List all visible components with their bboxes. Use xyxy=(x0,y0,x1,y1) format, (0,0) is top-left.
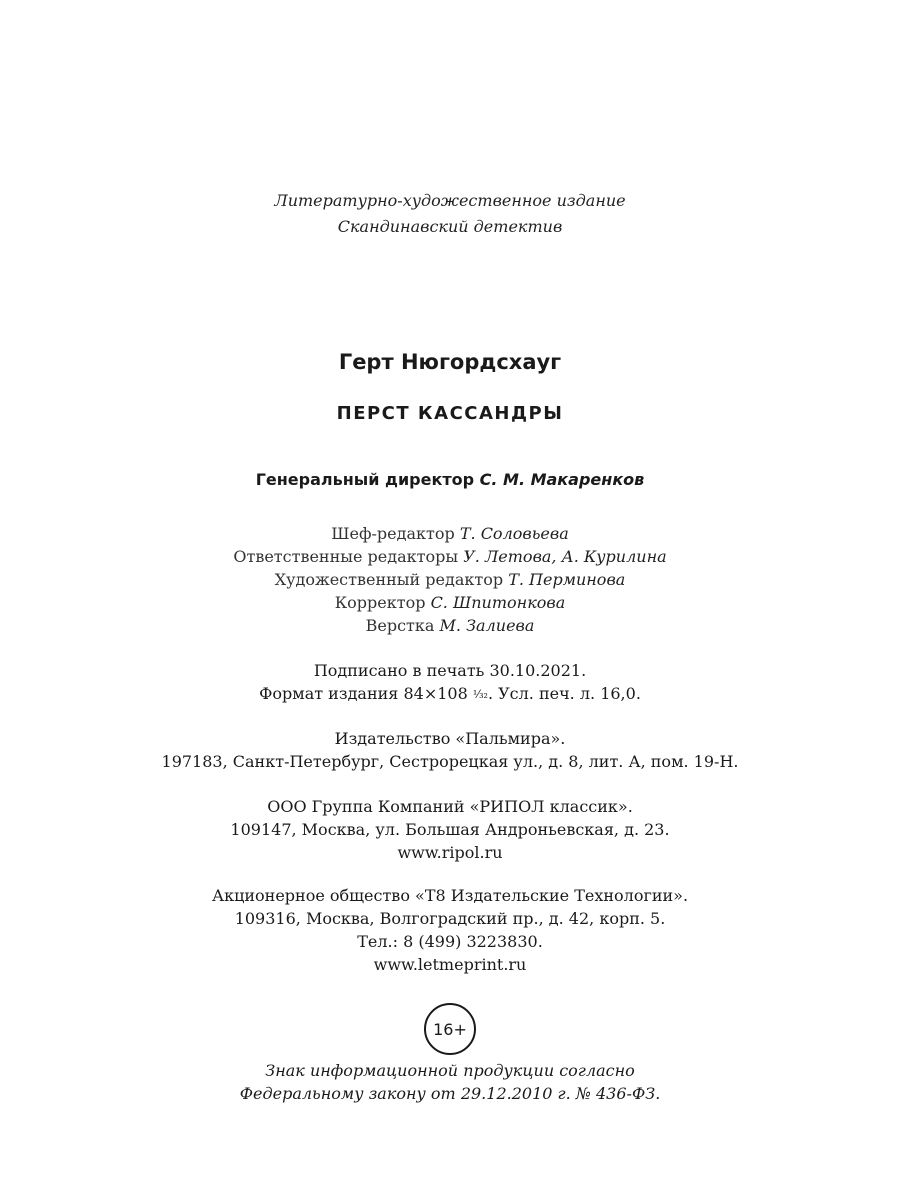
genre-line-1: Литературно-художественное издание xyxy=(274,191,626,210)
printer-name: Акционерное общество «Т8 Издательские Технологии». xyxy=(211,886,689,905)
staff-label: Шеф-редактор xyxy=(331,524,455,543)
staff-responsible-editors xyxy=(0,545,900,568)
director-label: Генеральный директор xyxy=(255,470,475,489)
printer-address: 109316, Москва, Волгоградский пр., д. 42, корп. 5. xyxy=(234,909,666,928)
publisher-address: 197183, Санкт-Петербург, Сестрорецкая ул., д. 8, лит. А, пом. 19-Н. xyxy=(161,752,739,771)
format-prefix: Формат издания 84×108 xyxy=(259,684,468,703)
general-director xyxy=(0,470,900,489)
staff-label: Корректор xyxy=(334,593,426,612)
book-title: ПЕРСТ КАССАНДРЫ xyxy=(336,403,564,424)
staff-label: Художественный редактор xyxy=(274,570,504,589)
staff-chief-editor xyxy=(0,522,900,545)
director-name: С. М. Макаренков xyxy=(479,470,645,489)
printer-site: www.letmeprint.ru xyxy=(373,955,527,974)
law-notice-line-1: Знак информационной продукции согласно xyxy=(265,1061,635,1080)
staff-art-editor xyxy=(0,568,900,591)
staff-name: У. Летова, А. Курилина xyxy=(463,547,667,566)
staff-name: Т. Перминова xyxy=(508,570,626,589)
staff-proofreader xyxy=(0,591,900,614)
print-format xyxy=(0,682,900,706)
group-site: www.ripol.ru xyxy=(397,843,503,862)
genre-line-2: Скандинавский детектив xyxy=(337,217,563,236)
law-notice-line-2: Федеральному закону от 29.12.2010 г. № 436-ФЗ. xyxy=(239,1084,661,1103)
staff-name: С. Шпитонкова xyxy=(430,593,566,612)
staff-label: Верстка xyxy=(365,616,435,635)
age-rating-badge: 16+ xyxy=(424,1003,476,1055)
author-name: Герт Нюгордсхауг xyxy=(338,350,562,374)
format-fraction: ¹⁄₃₂ xyxy=(472,688,488,701)
staff-label: Ответственные редакторы xyxy=(233,547,459,566)
staff-layout xyxy=(0,614,900,637)
format-suffix: . Усл. печ. л. 16,0. xyxy=(487,684,641,703)
group-name: ООО Группа Компаний «РИПОЛ классик». xyxy=(267,797,633,816)
staff-name: Т. Соловьева xyxy=(459,524,569,543)
printer-phone: Тел.: 8 (499) 3223830. xyxy=(357,932,543,951)
staff-name: М. Залиева xyxy=(439,616,535,635)
publisher-name: Издательство «Пальмира». xyxy=(334,729,566,748)
group-address: 109147, Москва, ул. Большая Андроньевская, д. 23. xyxy=(230,820,670,839)
print-signed: Подписано в печать 30.10.2021. xyxy=(313,661,587,680)
